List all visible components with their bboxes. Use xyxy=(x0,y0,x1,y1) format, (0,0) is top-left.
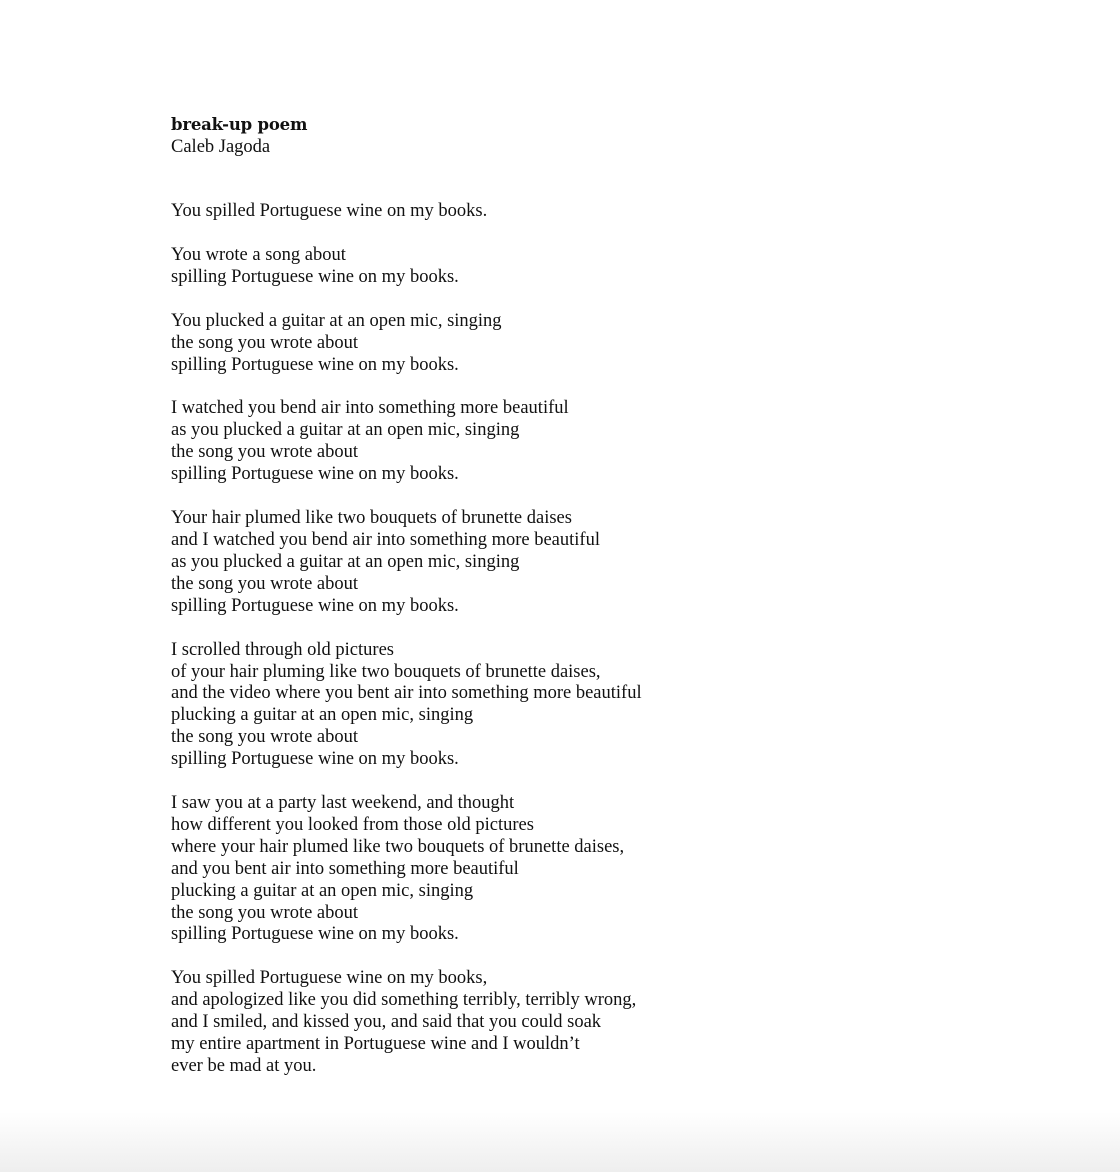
poem-line: as you plucked a guitar at an open mic, singing xyxy=(171,420,520,441)
poem-line: my entire apartment in Portuguese wine and I wouldn’t xyxy=(171,1034,580,1055)
poem-line: the song you wrote about xyxy=(171,573,359,594)
stanza xyxy=(171,640,1071,771)
poem-line: plucking a guitar at an open mic, singing xyxy=(171,705,474,726)
poem-line: and you bent air into something more beautiful xyxy=(171,858,519,879)
poem-line: spilling Portuguese wine on my books. xyxy=(171,595,459,616)
poem-line: and the video where you bent air into something more beautiful xyxy=(171,683,642,704)
poem-title: break-up poem xyxy=(171,115,308,134)
poem-page xyxy=(171,114,1071,1100)
poem-line: I saw you at a party last weekend, and thought xyxy=(171,793,515,814)
poem-line: and apologized like you did something terribly, terribly wrong, xyxy=(171,990,637,1011)
stanza xyxy=(171,968,1071,1078)
poem-line: Your hair plumed like two bouquets of brunette daises xyxy=(171,508,572,529)
poem-line: spilling Portuguese wine on my books. xyxy=(171,924,459,945)
stanza xyxy=(171,793,1071,946)
poem-line: the song you wrote about xyxy=(171,902,359,923)
poem-line: plucking a guitar at an open mic, singing xyxy=(171,880,474,901)
poem-line: You plucked a guitar at an open mic, singing xyxy=(171,310,502,331)
poem-line: spilling Portuguese wine on my books. xyxy=(171,354,459,375)
poem-line: as you plucked a guitar at an open mic, singing xyxy=(171,551,520,572)
poem-line: how different you looked from those old pictures xyxy=(171,814,534,835)
poem-line: the song you wrote about xyxy=(171,332,359,353)
poem-line: ever be mad at you. xyxy=(171,1056,317,1076)
poem-author: Caleb Jagoda xyxy=(171,137,271,157)
poem-body xyxy=(171,201,1071,1078)
poem-line: spilling Portuguese wine on my books. xyxy=(171,749,459,770)
poem-line: the song you wrote about xyxy=(171,442,359,463)
poem-line: the song you wrote about xyxy=(171,727,359,748)
bottom-fade xyxy=(0,1112,1120,1172)
poem-line: spilling Portuguese wine on my books. xyxy=(171,266,459,287)
poem-line: You spilled Portuguese wine on my books. xyxy=(171,201,488,221)
poem-line: I watched you bend air into something more beautiful xyxy=(171,398,569,419)
stanza xyxy=(171,398,1071,486)
poem-line: where your hair plumed like two bouquets of brunette daises, xyxy=(171,836,625,857)
poem-line: spilling Portuguese wine on my books. xyxy=(171,464,459,485)
stanza xyxy=(171,508,1071,618)
poem-line: You spilled Portuguese wine on my books, xyxy=(171,968,488,989)
stanza xyxy=(171,201,1071,223)
poem-line: You wrote a song about xyxy=(171,244,346,265)
poem-line: of your hair pluming like two bouquets of brunette daises, xyxy=(171,661,601,682)
poem-line: and I smiled, and kissed you, and said that you could soak xyxy=(171,1012,602,1033)
stanza xyxy=(171,311,1071,377)
poem-line: and I watched you bend air into something more beautiful xyxy=(171,529,600,550)
stanza xyxy=(171,245,1071,289)
poem-line: I scrolled through old pictures xyxy=(171,639,394,660)
